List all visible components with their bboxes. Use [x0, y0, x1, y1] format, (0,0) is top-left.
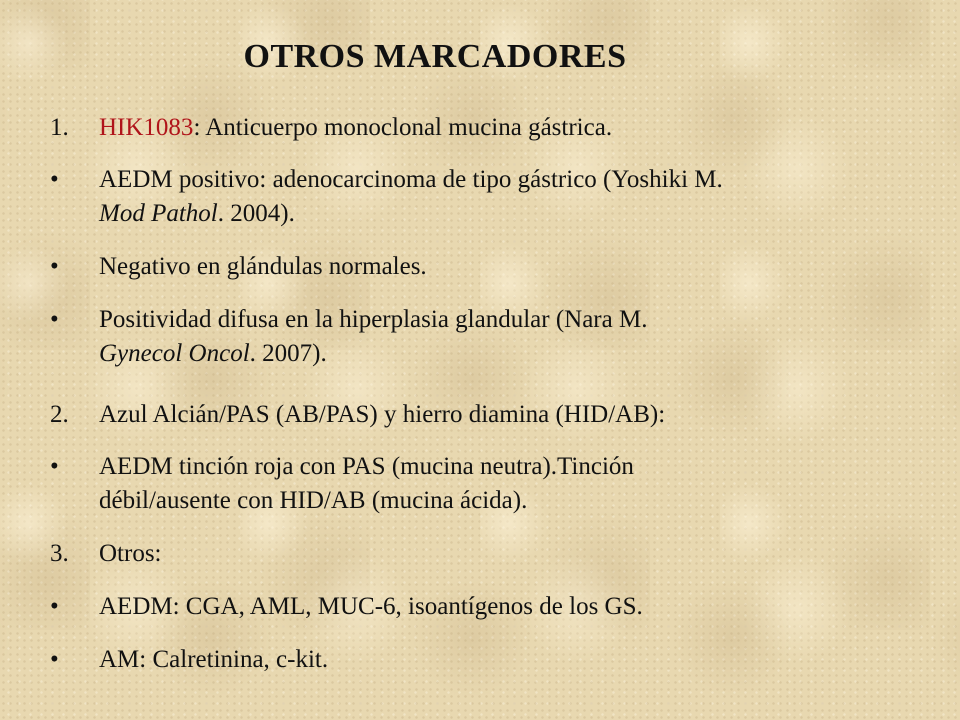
item-text: AM: Calretinina, c-kit. — [99, 646, 329, 673]
list-number: 2. — [50, 401, 69, 428]
bullet: • — [50, 253, 59, 280]
journal-name: Mod Pathol — [99, 200, 218, 227]
item-text: Positividad difusa en la hiperplasia glandular (Nara M. Gynecol Oncol. 2007). — [99, 306, 648, 367]
slide-title: OTROS MARCADORES — [243, 38, 627, 75]
list-item-7 — [50, 537, 930, 571]
bullet: • — [50, 166, 59, 193]
list-item-8 — [50, 590, 930, 624]
bullet: • — [50, 306, 59, 333]
item-text: AEDM: CGA, AML, MUC-6, isoantígenos de los GS. — [99, 593, 643, 620]
bullet: • — [50, 593, 59, 620]
list-item-9 — [50, 643, 930, 677]
item-text: Negativo en glándulas normales. — [99, 253, 427, 280]
list-item-2 — [50, 163, 930, 231]
bullet: • — [50, 453, 59, 480]
item-text: Otros: — [99, 540, 162, 567]
list-item-3 — [50, 250, 930, 284]
bullet: • — [50, 646, 59, 673]
item-text: AEDM tinción roja con PAS (mucina neutra).Tinción débil/ausente con HID/AB (mucina ácida). — [99, 453, 634, 514]
list-number: 1. — [50, 114, 69, 141]
marker-name: HIK1083 — [99, 114, 194, 141]
list-item-5 — [50, 398, 930, 432]
item-text: HIK1083: Anticuerpo monoclonal mucina gástrica. — [99, 114, 613, 141]
list-number: 3. — [50, 540, 69, 567]
list-item-1 — [50, 111, 930, 145]
item-text: Azul Alcián/PAS (AB/PAS) y hierro diamina (HID/AB): — [99, 401, 666, 428]
item-text: AEDM positivo: adenocarcinoma de tipo gástrico (Yoshiki M. Mod Pathol. 2004). — [99, 166, 723, 227]
list-item-6 — [50, 450, 930, 518]
journal-name: Gynecol Oncol — [99, 340, 250, 367]
list-item-4 — [50, 303, 930, 371]
